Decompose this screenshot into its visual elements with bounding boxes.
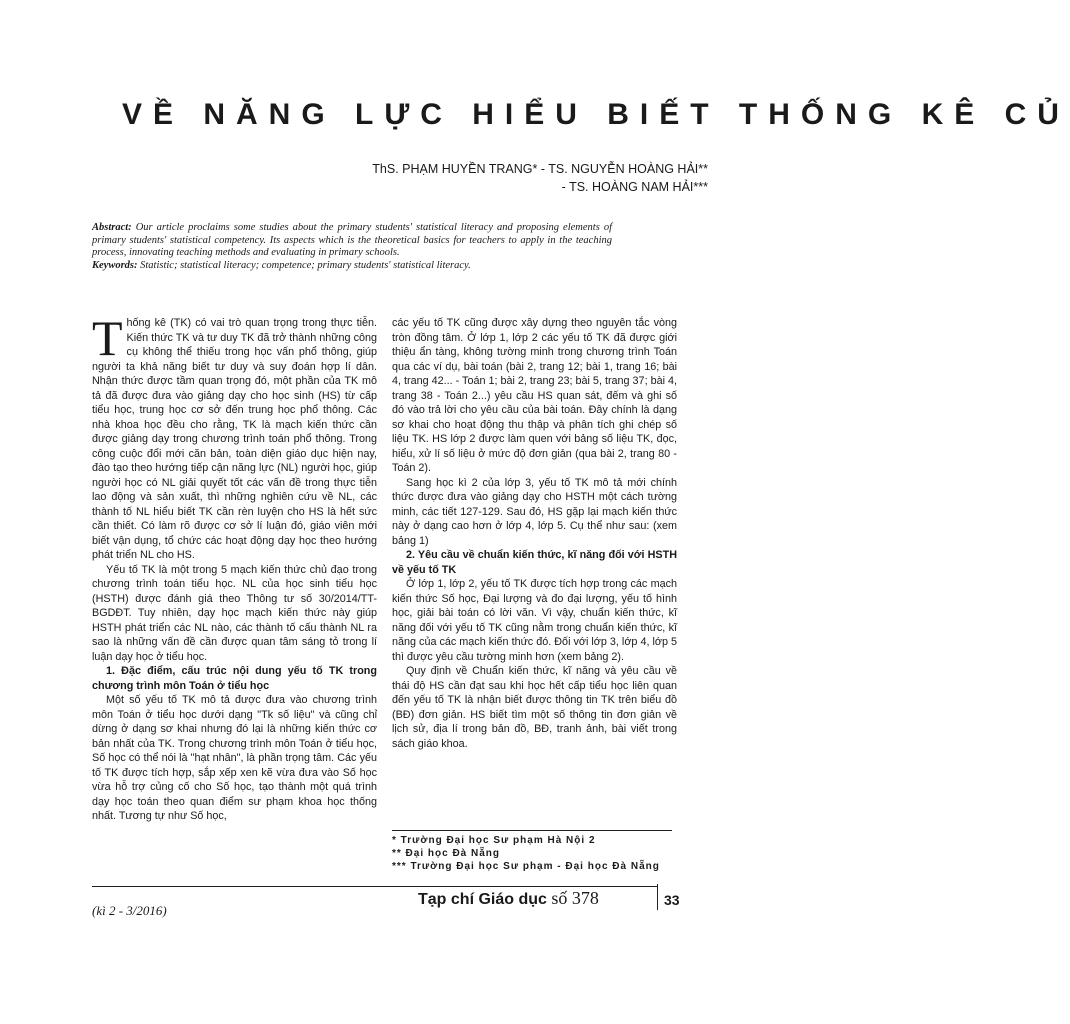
right-paragraph-1: các yếu tố TK cũng được xây dựng theo nguyên tắc vòng tròn đồng tâm. Ở lớp 1, lớp 2 các yếu tố TK đã được giới thiệu ẩn tàng, không tường minh trong chương trình Toán qua các ví dụ, bài toán (bài 2, trang 12; bài 1, trang 16; bài 4, trang 42... - Toán 1; bài 2, trang 23; bài 5, trang 37; bài 4, trang 38 - Toán 2...) yêu cầu HS quan sát, đếm và ghi số đó vào trả lời cho yêu cầu của bài toán. Đây chính là dạng sơ khai cho hoạt động thu thập và phân tích ghi chép số liệu TK. HS lớp 2 được làm quen với bảng số liệu TK, đọc, hiểu, xử lí số liệu ở mức độ đơn giản (qua bài 2, trang 80 - Toán 2).	[392, 317, 677, 474]
article-title: VỀ NĂNG LỰC HIỂU BIẾT THỐNG KÊ CỦ	[122, 98, 1070, 131]
footer-rule	[92, 886, 658, 887]
keywords-text: Statistic; statistical literacy; competence; primary students' statistical literacy.	[140, 259, 471, 271]
right-paragraph-2: Sang học kì 2 của lớp 3, yếu tố TK mô tả mới chính thức được đưa vào giảng dạy cho HSTH một cách tường minh, các tiết 127-129. Sau đó, HS gặp lại mạch kiến thức này ở dạng cao hơn ở lớp 4, lớp 5. Cụ thể như sau: (xem bảng 1)	[392, 476, 677, 547]
author-line-1: ThS. PHẠM HUYỀN TRANG* - TS. NGUYỄN HOÀNG HẢI**	[372, 162, 708, 176]
page-number: 33	[664, 892, 680, 908]
left-column	[92, 310, 377, 824]
right-column	[392, 316, 677, 751]
left-paragraph-3: Một số yếu tố TK mô tả được đưa vào chương trình môn Toán ở tiểu học dưới dạng "Tk số liệu" và cũng chỉ dừng ở dạng sơ khai nhưng đó lại là những kiến thức cơ bản nhất của TK. Trong chương trình môn Toán ở tiểu học, Số học có thể nói là "hạt nhân", là phần trọng tâm. Các yếu tố TK được tích hợp, sắp xếp xen kẽ vừa đưa vào Số học vừa hỗ trợ củng cố cho Số học, tạo thành một quá trình dạy học toán theo quan điểm sư phạm khoa học thống nhất. Tương tự như Số học,	[92, 694, 377, 822]
journal-name: Tạp chí Giáo dục số 378	[418, 888, 599, 908]
left-paragraph-1: Thống kê (TK) có vai trò quan trọng trong thực tiễn. Kiến thức TK và tư duy TK đã trở thành những công cụ không thể thiếu trong học vấn phổ thông, giúp người ta khả năng biết tư duy và suy đoán hợp lí dân. Nhận thức được tầm quan trọng đó, một phần của TK mô tả đã được đưa vào giảng dạy cho học sinh (HS) từ cấp tiểu học, trung học cơ sở đến trung học phổ thông. Các nhà khoa học đều cho rằng, TK là mạch kiến thức cần được giảng dạy trong chương trình toán phổ thông. Trong công cuộc đổi mới căn bản, toàn diện giáo dục hiện nay, đào tạo theo hướng tiếp cận năng lực (NL) người học, giúp người học có NL giải quyết tốt các vấn đề trong thực tiễn lao động và sản xuất, thì những nghiên cứu về NL, các thành tố NL hiểu biết TK cần rèn luyện cho HS là hết sức cần thiết. Có làm rõ được cơ sở lí luận đó, giáo viên mới biết vận dụng, tổ chức các hoạt động dạy học theo hướng phát triển NL cho HS.	[92, 310, 377, 561]
footnote-2: ** Đại học Đà Nẵng	[392, 848, 501, 859]
footnote-3: *** Trường Đại học Sư phạm - Đại học Đà Nẵng	[392, 861, 660, 872]
footer-divider	[657, 884, 658, 910]
issue-number-prefix: số	[551, 888, 568, 908]
drop-cap: T	[92, 310, 123, 366]
author-line-2: - TS. HOÀNG NAM HẢI***	[561, 180, 708, 194]
keywords-label: Keywords:	[92, 259, 138, 271]
footnotes	[392, 834, 692, 873]
issue-number: 378	[571, 888, 599, 908]
footnote-divider	[392, 830, 672, 831]
issue-label: (kì 2 - 3/2016)	[92, 903, 167, 918]
right-paragraph-4: Quy định về Chuẩn kiến thức, kĩ năng và yêu cầu về thái độ HS cần đạt sau khi học hết cấp tiểu học liên quan đến yếu tố TK là nhận biết được thông tin TK trên biểu đồ (BĐ) đơn giản. HS biết tìm một số thông tin đơn giản về lịch sử, địa lí trong bản đồ, BĐ, tranh ảnh, bài viết trong sách giáo khoa.	[392, 665, 677, 750]
abstract-label: Abstract:	[92, 222, 132, 233]
section-heading-1: 1. Đặc điểm, cấu trúc nội dung yếu tố TK trong chương trình môn Toán ở tiểu học	[92, 665, 377, 692]
left-paragraph-2: Yếu tố TK là một trong 5 mạch kiến thức chủ đạo trong chương trình toán tiểu học. NL của học sinh tiểu học (HSTH) được đánh giá theo Thông tư số 30/2014/TT-BGDĐT. Tuy nhiên, dạy học mạch kiến thức này giúp HSTH phát triển các NL nào, các thành tố cấu thành NL ra sao là những vấn đề cần được quan tâm sáng tỏ trong lí luận dạy học ở tiểu học.	[92, 563, 377, 663]
abstract-text: Our article proclaims some studies about the primary students' statistical literacy and proposing elements of primary students' statistical competency. Its aspects which is the theoretical basics for teachers to apply in the teaching process, innovating teaching methods and evaluating in primary schools.	[92, 222, 612, 259]
right-paragraph-3: Ở lớp 1, lớp 2, yếu tố TK được tích hợp trong các mạch kiến thức Số học, Đại lượng và đo đại lượng, yếu tố hình học, giải bài toán có lời văn. Vì vậy, chuẩn kiến thức, kĩ năng đối với yếu tố TK cũng nằm trong chuẩn kiến thức, kĩ năng của các mạch kiến thức đó. Đối với lớp 3, lớp 4, lớp 5 thì được yêu cầu tường minh hơn (xem bảng 2).	[392, 578, 677, 663]
footnote-1: * Trường Đại học Sư phạm Hà Nội 2	[392, 835, 596, 846]
section-heading-2: 2. Yêu cầu về chuẩn kiến thức, kĩ năng đối với HSTH về yếu tố TK	[392, 549, 677, 576]
abstract-block	[92, 222, 612, 272]
author-block	[372, 160, 708, 196]
